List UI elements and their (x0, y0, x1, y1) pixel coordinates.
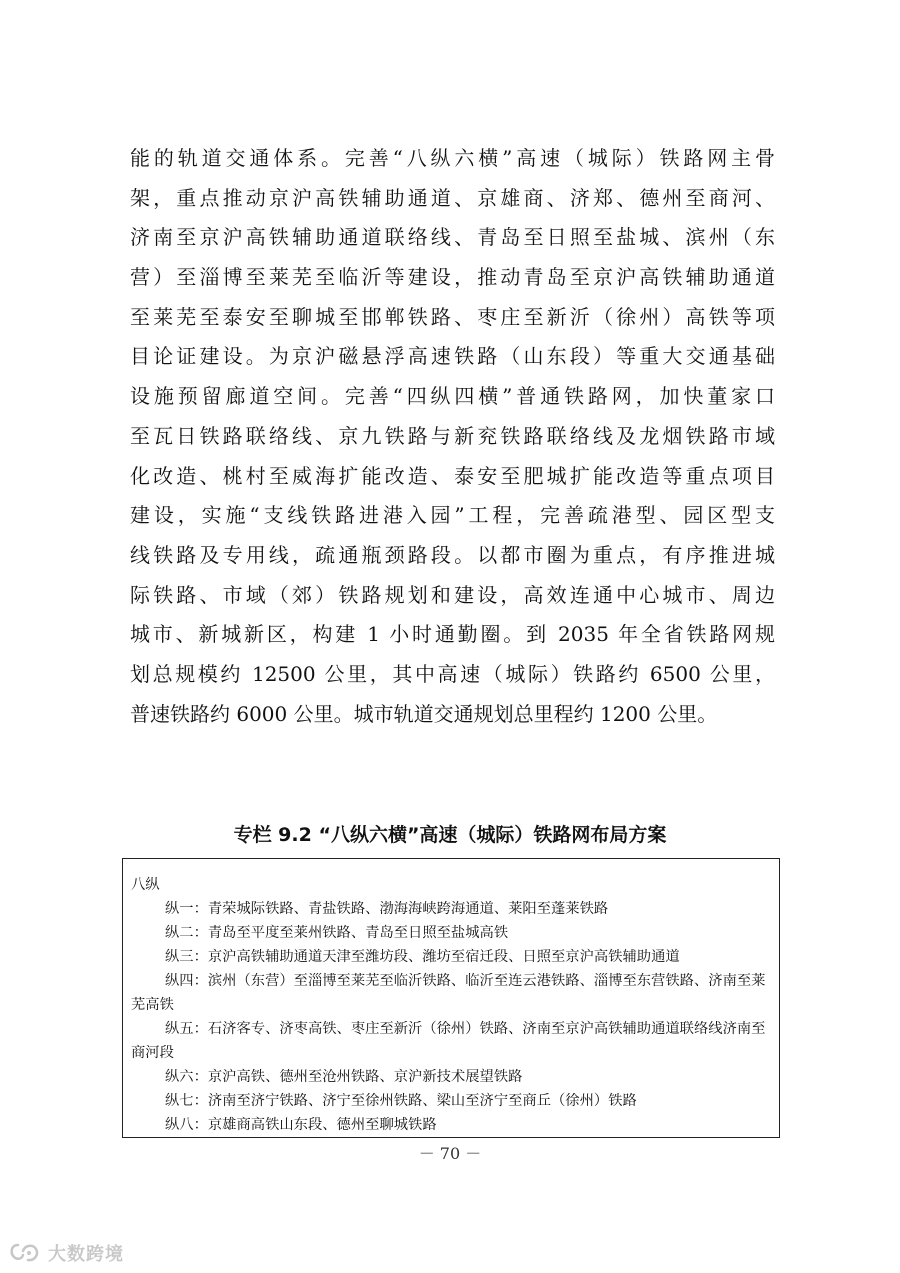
watermark (8, 1238, 124, 1268)
body-paragraph (130, 139, 775, 734)
box-item: 纵六：京沪高铁、德州至沧州铁路、京沪新技术展望铁路 (165, 1069, 523, 1085)
body-line: 济南至京沪高铁辅助通道联络线、青岛至日照至盐城、滨州（东 (130, 225, 775, 250)
box-item: 纵八：京雄商高铁山东段、德州至聊城铁路 (165, 1117, 437, 1133)
body-line: 架，重点推动京沪高铁辅助通道、京雄商、济郑、德州至商河、 (130, 185, 775, 210)
box-item: 纵五：石济客专、济枣高铁、枣庄至新沂（徐州）铁路、济南至京沪高铁辅助通道联络线济南至商河段 (131, 1021, 766, 1061)
body-line: 营）至淄博至莱芜至临沂等建设，推动青岛至京沪高铁辅助通道 (130, 265, 775, 290)
body-line: 化改造、桃村至威海扩能改造、泰安至肥城扩能改造等重点项目 (130, 463, 775, 488)
body-line: 普速铁路约 6000 公里。城市轨道交通规划总里程约 1200 公里。 (130, 701, 718, 726)
box-title: 专栏 9.2 “八纵六横”高速（城际）铁路网布局方案 (233, 824, 667, 846)
box-item: 纵三：京沪高铁辅助通道天津至潍坊段、潍坊至宿迁段、日照至京沪高铁辅助通道 (165, 949, 680, 965)
watermark-text: 大数跨境 (48, 1244, 124, 1265)
body-line: 际铁路、市域（郊）铁路规划和建设，高效连通中心城市、周边 (130, 582, 775, 607)
body-line: 目论证建设。为京沪磁悬浮高速铁路（山东段）等重大交通基础 (130, 344, 775, 369)
body-line: 至莱芜至泰安至聊城至邯郸铁路、枣庄至新沂（徐州）高铁等项 (130, 304, 775, 329)
body-line: 建设，实施“支线铁路进港入园”工程，完善疏港型、园区型支 (130, 503, 775, 528)
railway-plan-box (122, 858, 780, 1138)
box-item: 纵七：济南至济宁铁路、济宁至徐州铁路、梁山至济宁至商丘（徐州）铁路 (165, 1093, 637, 1109)
body-line: 划总规模约 12500 公里，其中高速（城际）铁路约 6500 公里， (130, 661, 775, 686)
page-number: － 70 － (418, 1144, 482, 1163)
body-line: 线铁路及专用线，疏通瓶颈路段。以都市圈为重点，有序推进城 (130, 542, 775, 567)
body-line: 城市、新城新区，构建 1 小时通勤圈。到 2035 年全省铁路网规 (130, 622, 775, 647)
box-item: 纵四：滨州（东营）至淄博至莱芜至临沂铁路、临沂至连云港铁路、淄博至东营铁路、济南至莱芜高铁 (131, 973, 766, 1013)
box-heading: 八纵 (131, 877, 160, 893)
box-item: 纵二：青岛至平度至莱州铁路、青岛至日照至盐城高铁 (165, 925, 509, 941)
body-line: 至瓦日铁路联络线、京九铁路与新兖铁路联络线及龙烟铁路市域 (130, 423, 775, 448)
body-line: 设施预留廊道空间。完善“四纵四横”普通铁路网，加快董家口 (130, 384, 775, 409)
body-line: 能的轨道交通体系。完善“八纵六横”高速（城际）铁路网主骨 (130, 146, 775, 170)
watermark-logo-icon (8, 1241, 42, 1265)
box-item: 纵一：青荣城际铁路、青盐铁路、渤海海峡跨海通道、莱阳至蓬莱铁路 (165, 901, 609, 917)
